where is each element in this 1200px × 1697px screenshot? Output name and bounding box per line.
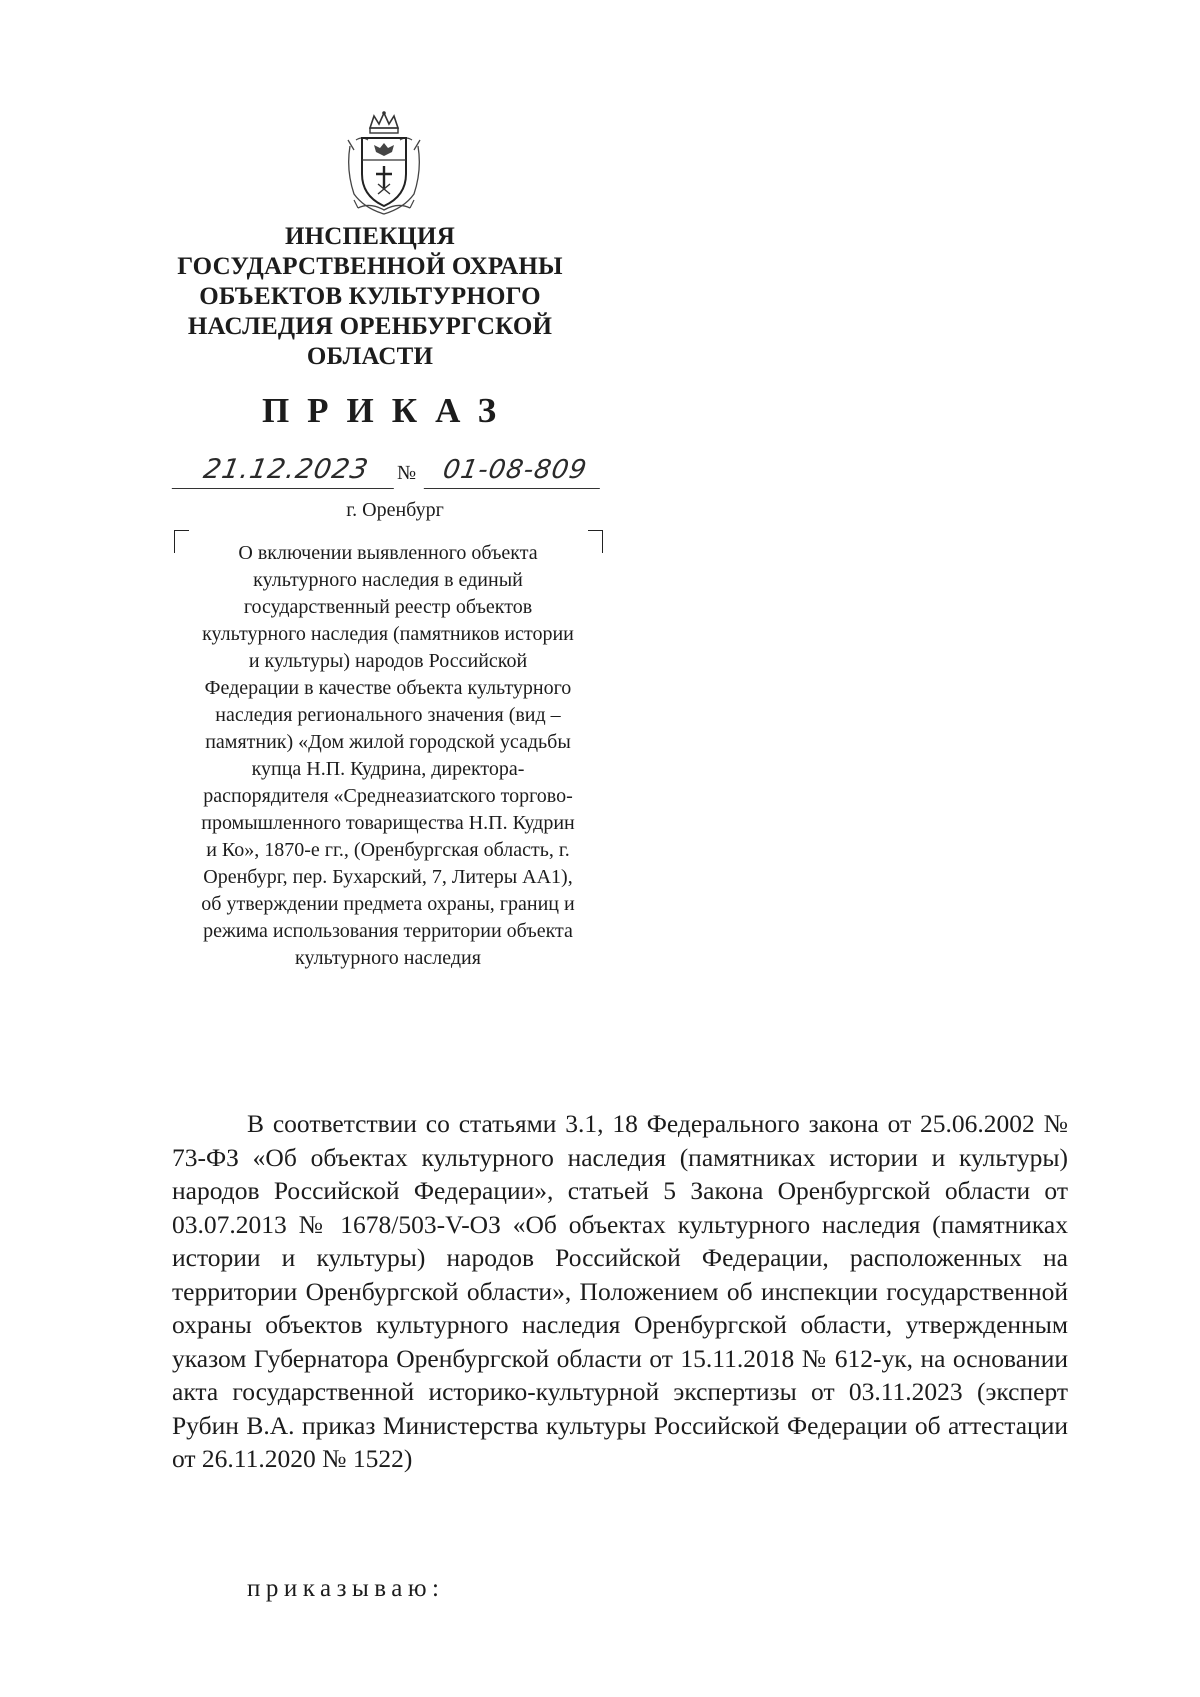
registration-line bbox=[175, 452, 605, 494]
subject-bracket-left bbox=[174, 530, 189, 553]
organization-title bbox=[160, 222, 580, 372]
org-title-line: ОБЛАСТИ bbox=[306, 343, 434, 370]
org-title-line: ГОСУДАРСТВЕННОЙ ОХРАНЫ bbox=[177, 253, 563, 280]
handwritten-document-number: 01-08-809 bbox=[424, 452, 607, 489]
order-word: приказываю: bbox=[247, 1575, 445, 1602]
document-subject: О включении выявленного объекта культурного наследия в единый государственный реестр объектов культурного наследия (памятников истории и культуры) народов Российской Федерации в качестве объекта культурного наследия регионального значения (вид – памятник) «Дом жилой городской усадьбы купца Н.П. Кудрина, директора-распорядителя «Среднеазиатского торгово-промышленного товарищества Н.П. Кудрин и Ко», 1870-е гг., (Оренбургская область, г. Оренбург, пер. Бухарский, 7, Литеры АА1), об утверждении предмета охраны, границ и режима использования территории объекта культурного наследия bbox=[201, 542, 575, 969]
body-paragraph: В соответствии со статьями 3.1, 18 Федерального закона от 25.06.2002 № 73-ФЗ «Об объектах культурного наследия (памятниках истории и культуры) народов Российской Федерации», статьей 5 Закона Оренбургской области от 03.07.2013 № 1678/503-V-ОЗ «Об объектах культурного наследия (памятниках истории и культуры) народов Российской Федерации, расположенных на территории Оренбургской области», Положением об инспекции государственной охраны объектов культурного наследия Оренбургской области, утвержденным указом Губернатора Оренбургской области от 15.11.2018 № 612-ук, на основании акта государственной историко-культурной экспертизы от 03.11.2023 (эксперт Рубин В.А. приказ Министерства культуры Российской Федерации об аттестации от 26.11.2020 № 1522) bbox=[172, 1109, 1068, 1473]
city-of-issue: г. Оренбург bbox=[346, 499, 444, 521]
document-type-heading: ПРИКАЗ bbox=[261, 391, 515, 430]
number-sign: № bbox=[397, 462, 417, 484]
subject-bracket-right bbox=[588, 530, 603, 553]
org-title-line: ИНСПЕКЦИЯ bbox=[285, 223, 455, 250]
org-title-line: НАСЛЕДИЯ ОРЕНБУРГСКОЙ bbox=[187, 313, 553, 340]
handwritten-date: 21.12.2023 bbox=[172, 452, 401, 489]
oreburg-coat-of-arms-icon bbox=[340, 110, 428, 218]
org-title-line: ОБЪЕКТОВ КУЛЬТУРНОГО bbox=[199, 283, 541, 310]
